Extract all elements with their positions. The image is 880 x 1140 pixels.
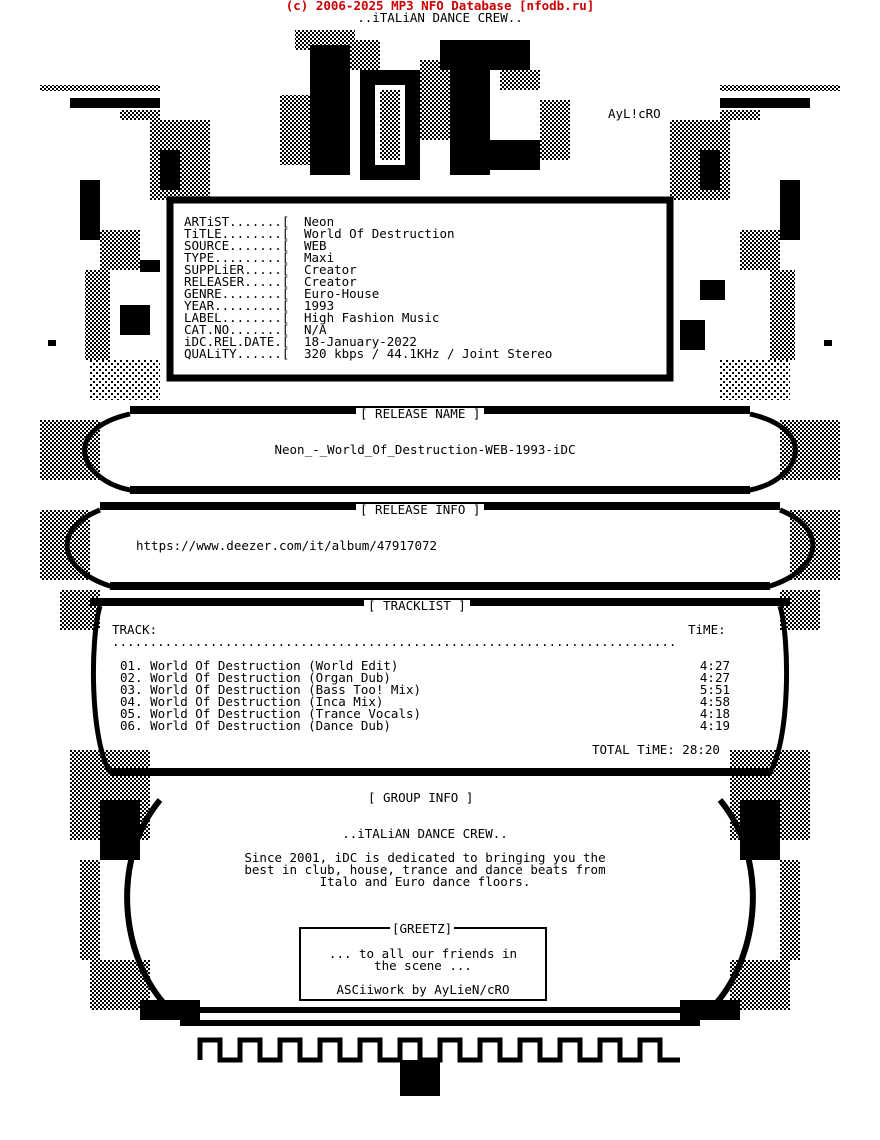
track-title: 02. World Of Destruction (Organ Dub) — [120, 670, 391, 685]
details-box — [178, 208, 662, 370]
detail-value: Creator — [304, 262, 357, 277]
detail-value: Neon — [304, 214, 335, 229]
track-time: 4:27 — [699, 658, 730, 673]
detail-key: YEAR.........[ — [184, 298, 290, 313]
track-list — [120, 660, 730, 732]
tracklist-total: TOTAL TiME: 28:20 — [592, 742, 720, 757]
detail-value: 18-January-2022 — [304, 334, 417, 349]
track-title: 03. World Of Destruction (Bass Too! Mix) — [120, 682, 422, 697]
track-time: 4:19 — [699, 718, 730, 733]
track-title: 06. World Of Destruction (Dance Dub) — [120, 718, 391, 733]
detail-key: TYPE.........[ — [184, 250, 290, 265]
group-desc-line-3: Italo and Euro dance floors. — [319, 874, 531, 889]
idc-logo — [280, 30, 570, 180]
detail-value: Maxi — [304, 250, 335, 265]
crew-tagline-top: ..iTALiAN DANCE CREW.. — [357, 10, 523, 25]
release-name-label: [ RELEASE NAME ] — [356, 408, 484, 420]
details-list — [184, 216, 552, 360]
bottom-key-pattern — [180, 1020, 700, 1096]
detail-row — [184, 348, 552, 360]
tracklist-divider: ........................................................................... — [112, 636, 677, 648]
group-desc-line-2: best in club, house, trance and dance beats from — [244, 862, 606, 877]
track-time: 4:18 — [699, 706, 730, 721]
track-row — [120, 720, 730, 732]
detail-value: 320 kbps / 44.1KHz / Joint Stereo — [304, 346, 553, 361]
detail-key: LABEL........[ — [184, 310, 290, 325]
detail-key: GENRE........[ — [184, 286, 290, 301]
detail-key: TiTLE........[ — [184, 226, 290, 241]
detail-key: ARTiST.......[ — [184, 214, 290, 229]
release-info-url[interactable]: https://www.deezer.com/it/album/47917072 — [136, 538, 438, 553]
tracklist-col-track: TRACK: — [112, 622, 158, 637]
copyright-link[interactable]: (c) 2006-2025 MP3 NFO Database [nfodb.ru] — [285, 0, 595, 13]
greetz-line-1: ... to all our friends in — [328, 946, 518, 961]
greetz-label: [GREETZ] — [392, 921, 453, 936]
detail-value: N/A — [304, 322, 327, 337]
ascii-artist-tag: AyL!cRO — [608, 106, 661, 121]
track-time: 5:51 — [699, 682, 730, 697]
track-time: 4:58 — [699, 694, 730, 709]
release-name-value: Neon_-_World_Of_Destruction-WEB-1993-iDC — [274, 442, 576, 457]
detail-value: Euro-House — [304, 286, 380, 301]
greetz-line-2: the scene ... — [374, 958, 472, 973]
detail-key: RELEASER.....[ — [184, 274, 290, 289]
detail-value: WEB — [304, 238, 327, 253]
track-title: 01. World Of Destruction (World Edit) — [120, 658, 399, 673]
release-info-label: [ RELEASE INFO ] — [356, 504, 484, 516]
detail-value: Creator — [304, 274, 357, 289]
group-info-label: [ GROUP INFO ] — [364, 792, 477, 804]
track-title: 05. World Of Destruction (Trance Vocals) — [120, 706, 422, 721]
detail-key: QUALiTY......[ — [184, 346, 290, 361]
group-desc-line-1: Since 2001, iDC is dedicated to bringing you the — [244, 850, 606, 865]
detail-value: 1993 — [304, 298, 335, 313]
ascii-credit: ASCiiwork by AyLieN/cRO — [336, 982, 510, 997]
detail-value: High Fashion Music — [304, 310, 440, 325]
detail-key: CAT.NO.......[ — [184, 322, 290, 337]
track-title: 04. World Of Destruction (Inca Mix) — [120, 694, 384, 709]
detail-key: SOURCE.......[ — [184, 238, 290, 253]
detail-value: World Of Destruction — [304, 226, 455, 241]
track-time: 4:27 — [699, 670, 730, 685]
detail-key: SUPPLiER.....[ — [184, 262, 290, 277]
detail-key: iDC.REL.DATE.[ — [184, 334, 290, 349]
tracklist-label: [ TRACKLIST ] — [364, 600, 470, 612]
tracklist-col-time: TiME: — [688, 622, 726, 637]
group-crew-name: ..iTALiAN DANCE CREW.. — [342, 826, 508, 841]
